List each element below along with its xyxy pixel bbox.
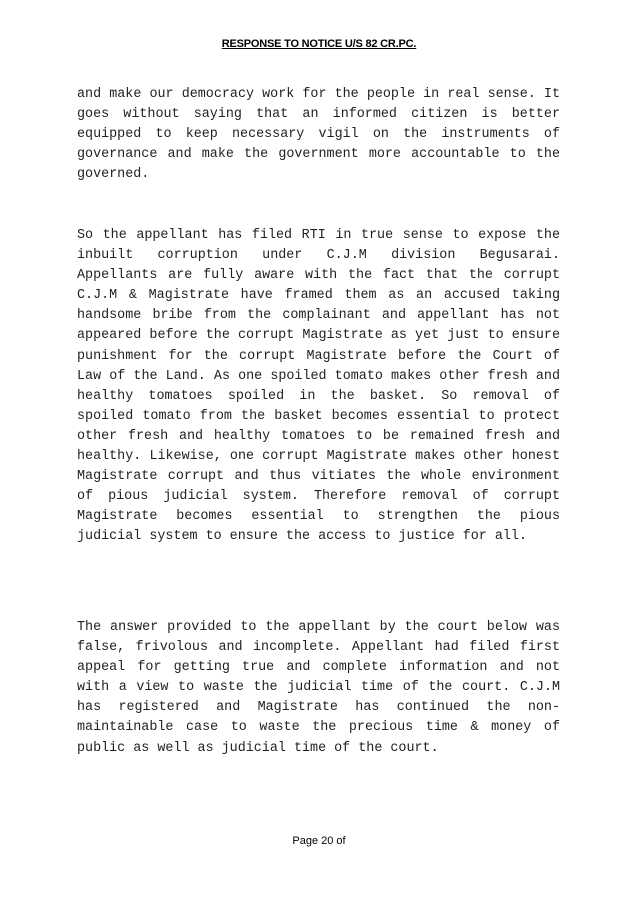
body-paragraph-3: The answer provided to the appellant by the court below was false, frivolous and incomplete. Appellant had filed first appeal for getting true and complete information and not with a view to waste the judicial time of the court. C.J.M has registered and Magistrate has continued the non-maintainable case to waste the precious time & money of public as well as judicial time of the court. bbox=[77, 620, 560, 756]
body-paragraph-2: So the appellant has filed RTI in true sense to expose the inbuilt corruption under C.J.M division Begusarai. Appellants are fully aware with the fact that the corrupt C.J.M & Magistrate have framed them as an accused taking handsome bribe from the complainant and appellant has not appeared before the corrupt Magistrate as yet just to ensure punishment for the corrupt Magistrate before the Court of Law of the Land. As one spoiled tomato makes other fresh and healthy tomatoes spoiled in the basket. So removal of spoiled tomato from the basket becomes essential to protect other fresh and healthy tomatoes to be remained fresh and healthy. Likewise, one corrupt Magistrate makes other honest Magistrate corrupt and thus vitiates the whole environment of pious judicial system. Therefore removal of corrupt Magistrate becomes essential to strengthen the pious judicial system to ensure the access to justice for all. bbox=[77, 228, 560, 545]
page-header-title: RESPONSE TO NOTICE U/S 82 CR.PC. bbox=[221, 38, 417, 50]
page-number-footer: Page 20 of bbox=[292, 835, 346, 847]
body-paragraph-1: and make our democracy work for the people in real sense. It goes without saying that an informed citizen is better equipped to keep necessary vigil on the instruments of governance and make the government more accountable to the governed. bbox=[77, 87, 560, 183]
